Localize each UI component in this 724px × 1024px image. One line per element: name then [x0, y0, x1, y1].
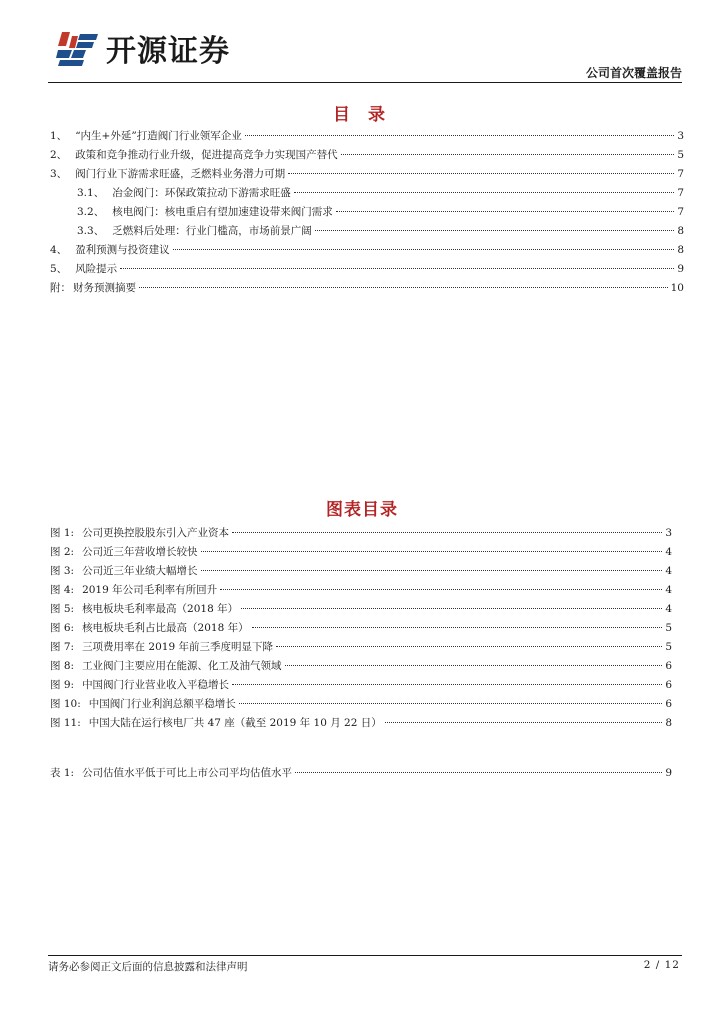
toc-item[interactable] [50, 146, 684, 165]
dot-leader [276, 646, 662, 647]
figure-item[interactable] [50, 638, 672, 657]
toc-item-page: 5 [677, 149, 684, 161]
footer-divider [48, 955, 682, 956]
toc-item-number: 附： [50, 282, 71, 294]
figure-page: 6 [665, 660, 672, 672]
figure-item[interactable] [50, 581, 672, 600]
dot-leader [341, 154, 675, 155]
figure-item[interactable] [50, 695, 672, 714]
figure-number: 图 6: [50, 622, 75, 634]
toc-title: 目 录 [333, 105, 391, 125]
figure-label: 公司更换控股股东引入产业资本 [82, 527, 230, 539]
dot-leader [239, 703, 663, 704]
figure-number: 图 9: [50, 679, 75, 691]
figure-item[interactable] [50, 524, 672, 543]
toc-item-label: 冶金阀门：环保政策拉动下游需求旺盛 [112, 187, 291, 199]
figure-page: 4 [665, 584, 672, 596]
figure-label: 三项费用率在 2019 年前三季度明显下降 [82, 641, 273, 653]
toc-subitem[interactable] [77, 203, 684, 222]
toc-item-label: 政策和竞争推动行业升级，促进提高竞争力实现国产替代 [75, 149, 338, 161]
toc-subitem[interactable] [77, 222, 684, 241]
dot-leader [232, 532, 662, 533]
toc-item[interactable] [50, 279, 684, 298]
figure-page: 3 [665, 527, 672, 539]
figure-label: 公司近三年营收增长较快 [82, 546, 198, 558]
toc-item-label: 财务预测摘要 [73, 282, 136, 294]
toc-item-label: 风险提示 [75, 263, 118, 275]
figure-page: 4 [665, 603, 672, 615]
dot-leader [315, 230, 675, 231]
toc-subitem[interactable] [77, 184, 684, 203]
dot-leader [201, 551, 663, 552]
figure-number: 图 3: [50, 565, 75, 577]
toc-item-page: 7 [677, 168, 684, 180]
figures-title: 图表目录 [326, 500, 398, 520]
figure-page: 6 [665, 679, 672, 691]
figure-item[interactable] [50, 714, 672, 733]
figure-number: 图 1: [50, 527, 75, 539]
toc-item[interactable] [50, 127, 684, 146]
toc-item-number: 3.2、 [77, 206, 105, 218]
toc-item-label: “内生+外延”打造阀门行业领军企业 [75, 130, 242, 142]
toc-item[interactable] [50, 165, 684, 184]
figure-label: 核电板块毛利占比最高（2018 年） [82, 622, 249, 634]
figure-item[interactable] [50, 676, 672, 695]
logo-mark-icon [56, 28, 100, 68]
figure-number: 图 4: [50, 584, 75, 596]
figure-item[interactable] [50, 657, 672, 676]
figure-item[interactable] [50, 543, 672, 562]
figure-label: 中国大陆在运行核电厂共 47 座（截至 2019 年 10 月 22 日） [88, 717, 382, 729]
figure-label: 公司近三年业绩大幅增长 [82, 565, 198, 577]
toc-item-page: 9 [677, 263, 684, 275]
table-number: 表 1: [50, 767, 75, 779]
dot-leader [336, 211, 675, 212]
logo-text: 开源证券 [106, 34, 230, 69]
toc-item-page: 8 [677, 244, 684, 256]
figure-number: 图 7: [50, 641, 75, 653]
figure-number: 图 11: [50, 717, 81, 729]
company-logo [56, 26, 230, 70]
figure-page: 5 [665, 622, 672, 634]
figure-label: 核电板块毛利率最高（2018 年） [82, 603, 239, 615]
dot-leader [294, 192, 675, 193]
table-item[interactable] [50, 764, 672, 783]
toc-item[interactable] [50, 241, 684, 260]
toc-item-label: 乏燃料后处理：行业门槛高，市场前景广阔 [112, 225, 312, 237]
dot-leader [252, 627, 663, 628]
toc-item-number: 1、 [50, 130, 68, 142]
toc-item-number: 3.1、 [77, 187, 105, 199]
figure-label: 中国阀门行业利润总额平稳增长 [88, 698, 236, 710]
dot-leader [241, 608, 662, 609]
page-number: 2 / 12 [643, 959, 680, 971]
figure-number: 图 10: [50, 698, 81, 710]
toc-item-page: 10 [670, 282, 684, 294]
toc-item-page: 7 [677, 187, 684, 199]
toc-item-label: 阀门行业下游需求旺盛，乏燃料业务潜力可期 [75, 168, 286, 180]
dot-leader [173, 249, 675, 250]
toc-item[interactable] [50, 260, 684, 279]
figure-number: 图 8: [50, 660, 75, 672]
figure-page: 4 [665, 546, 672, 558]
figure-label: 工业阀门主要应用在能源、化工及油气领域 [82, 660, 282, 672]
toc-item-label: 盈利预测与投资建议 [75, 244, 170, 256]
dot-leader [288, 173, 674, 174]
figure-page: 8 [665, 717, 672, 729]
figure-number: 图 2: [50, 546, 75, 558]
toc-item-label: 核电阀门：核电重启有望加速建设带来阀门需求 [112, 206, 333, 218]
toc-item-page: 7 [677, 206, 684, 218]
figure-page: 5 [665, 641, 672, 653]
figure-label: 中国阀门行业营业收入平稳增长 [82, 679, 230, 691]
table-label: 公司估值水平低于可比上市公司平均估值水平 [82, 767, 293, 779]
dot-leader [285, 665, 663, 666]
figure-label: 2019 年公司毛利率有所回升 [82, 584, 218, 596]
table-page: 9 [665, 767, 672, 779]
figure-page: 6 [665, 698, 672, 710]
toc-item-number: 3、 [50, 168, 68, 180]
toc-item-number: 3.3、 [77, 225, 105, 237]
dot-leader [385, 722, 663, 723]
toc-item-page: 3 [677, 130, 684, 142]
figure-item[interactable] [50, 619, 672, 638]
report-type-label: 公司首次覆盖报告 [585, 66, 682, 80]
dot-leader [220, 589, 662, 590]
dot-leader [232, 684, 662, 685]
figure-number: 图 5: [50, 603, 75, 615]
dot-leader [245, 135, 675, 136]
page-header [48, 20, 682, 84]
toc-item-number: 5、 [50, 263, 68, 275]
disclaimer-text: 请务必参阅正文后面的信息披露和法律声明 [48, 961, 248, 973]
toc-item-number: 4、 [50, 244, 68, 256]
toc-item-number: 2、 [50, 149, 68, 161]
dot-leader [295, 772, 662, 773]
dot-leader [120, 268, 674, 269]
header-divider [48, 82, 682, 83]
dot-leader [139, 287, 668, 288]
figure-item[interactable] [50, 562, 672, 581]
toc-item-page: 8 [677, 225, 684, 237]
figure-page: 4 [665, 565, 672, 577]
dot-leader [201, 570, 663, 571]
figure-item[interactable] [50, 600, 672, 619]
